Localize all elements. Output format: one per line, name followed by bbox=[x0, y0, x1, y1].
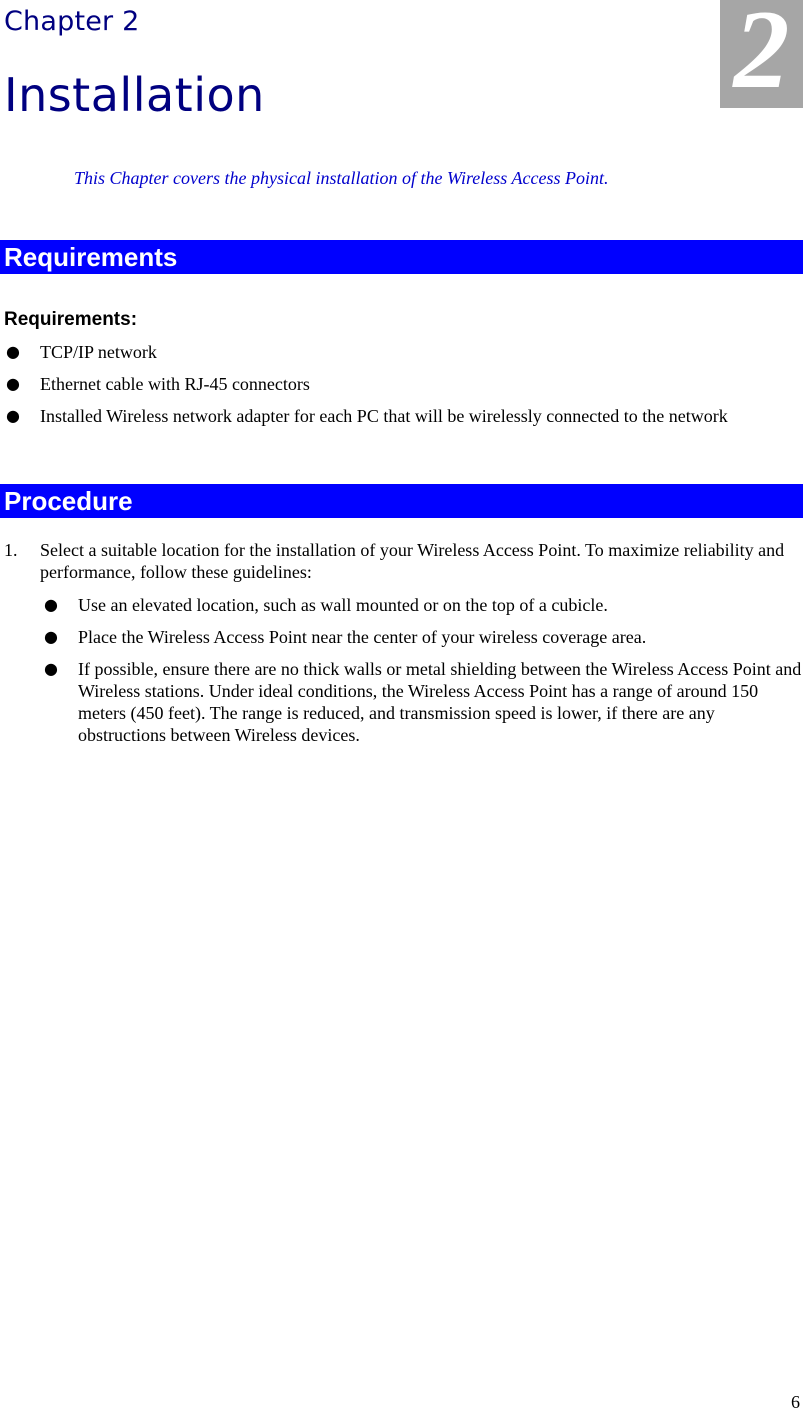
section-title-requirements: Requirements bbox=[4, 242, 178, 272]
list-item bbox=[44, 626, 802, 648]
guideline-text: Use an elevated location, such as wall mounted or on the top of a cubicle. bbox=[78, 595, 608, 615]
step-text: Select a suitable location for the installation of your Wireless Access Point. To maximize reliability and performance, follow these guidelines: bbox=[40, 540, 785, 582]
bullet-icon: ● bbox=[6, 406, 20, 425]
requirement-text: Installed Wireless network adapter for each PC that will be wirelessly connected to the network bbox=[40, 406, 728, 426]
section-bar-requirements bbox=[0, 240, 803, 274]
bullet-icon: ● bbox=[6, 342, 20, 361]
step-number: 1. bbox=[4, 540, 18, 560]
chapter-title: Installation bbox=[4, 68, 265, 122]
requirement-text: Ethernet cable with RJ-45 connectors bbox=[40, 374, 310, 394]
chapter-number-box bbox=[720, 0, 803, 108]
bullet-icon: ● bbox=[6, 374, 20, 393]
list-item bbox=[44, 658, 802, 746]
bullet-icon: ● bbox=[44, 595, 58, 614]
bullet-icon: ● bbox=[44, 627, 58, 646]
list-item bbox=[6, 405, 780, 427]
requirements-heading: Requirements: bbox=[4, 309, 138, 330]
section-bar-procedure bbox=[0, 484, 803, 518]
chapter-number: 2 bbox=[733, 0, 790, 108]
guidelines-list bbox=[44, 594, 802, 756]
chapter-label: Chapter 2 bbox=[4, 6, 140, 37]
bullet-icon: ● bbox=[44, 659, 58, 678]
guideline-text: Place the Wireless Access Point near the center of your wireless coverage area. bbox=[78, 627, 647, 647]
section-title-procedure: Procedure bbox=[4, 486, 133, 516]
chapter-intro: This Chapter covers the physical installation of the Wireless Access Point. bbox=[74, 168, 609, 188]
list-item bbox=[6, 341, 780, 363]
guideline-text: If possible, ensure there are no thick walls or metal shielding between the Wireless Access Point and Wireless stations. Under ideal conditions, the Wireless Access Point has a range of around 150 meters (450 feet). The range is reduced, and transmission speed is lower, if there are any obstructions between Wireless devices. bbox=[78, 659, 802, 745]
requirements-list bbox=[6, 341, 780, 437]
requirement-text: TCP/IP network bbox=[40, 342, 157, 362]
list-item bbox=[6, 373, 780, 395]
list-item bbox=[44, 594, 802, 616]
page-number: 6 bbox=[791, 1392, 800, 1412]
